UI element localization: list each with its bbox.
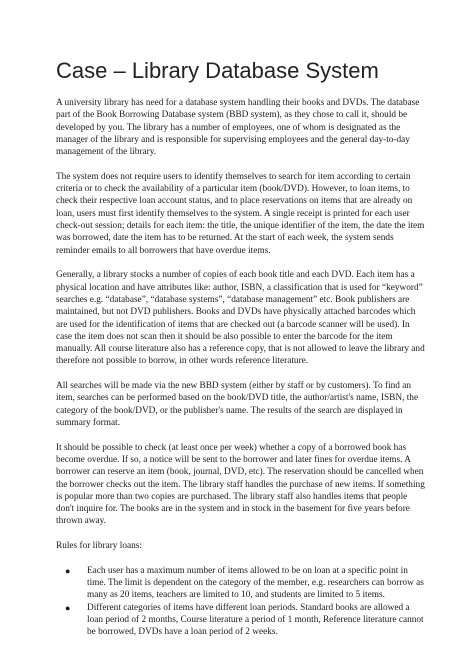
document-body (56, 97, 426, 639)
paragraph-searches: All searches will be made via the new BBD system (either by staff or by customers). To find an item, searches can be performed based on the book/DVD title, the author/artist's name, ISBN, the category of the book/DVD, or the publisher's name. The results of the search are displayed in summary format. (56, 381, 419, 428)
rules-heading: Rules for library loans: (56, 541, 142, 552)
bullet-icon: ● (65, 565, 71, 576)
paragraph-identification: The system does not require users to identify themselves to search for item according to certain criteria or to check the availability of a particular item (book/DVD). However, to loan items, to check their respective loan account status, and to place reservations on items that are already on loan, users must first identify themselves to the system. A single receipt is printed for each user check-out session; details for each item: the title, the unique identifier of the item, the date the item was borrowed, date the item has to be returned. At the start of each week, the system sends reminder emails to all borrowers that have overdue items. (56, 171, 425, 256)
rule-text: Each user has a maximum number of items allowed to be on loan at a specific point in time. The limit is dependent on the category of the member, e.g. researchers can borrow as many as 20 items, teachers are limited to 10, and students are limited to 5 items. (87, 565, 424, 601)
document-title: Case – Library Database System (56, 58, 379, 83)
paragraph-stock: Generally, a library stocks a number of copies of each book title and each DVD. Each item has a physical location and have attributes like: author, ISBN, a classification that is used for “keyword” searches e.g. “database”, “database systems”, “database management” etc. Book publishers are maintained, but not DVD publishers. Books and DVDs have physically attached barcodes which are used for the identification of items that are checked out (a barcode scanner will be used). In case the item does not scan then it should be also possible to enter the barcode for the item manually. All course literature also has a reference copy, that is not allowed to leave the library and therefore not possible to borrow, in other words reference literature. (56, 270, 425, 367)
rule-text: Different categories of items have different loan periods. Standard books are allowed a loan period of 2 months, Course literature a period of 1 month, Reference literature cannot be borrowed, DVDs have a loan period of 2 weeks. (87, 602, 424, 638)
bullet-icon: ● (65, 602, 71, 613)
rules-list (56, 565, 426, 639)
rule-item (65, 565, 426, 602)
paragraph-overdue: It should be possible to check (at least once per week) whether a copy of a borrowed book has become overdue. If so, a notice will be sent to the borrower and later fines for overdue items. A borrower can reserve an item (book, journal, DVD, etc). The reservation should be cancelled when the borrower checks out the item. The library staff handles the purchase of new items. If something is popular more than two copies are purchased. The library staff also handles items that people don't inquire for. The books are in the system and in stock in the basement for five years before thrown away. (56, 442, 425, 527)
paragraph-intro: A university library has need for a database system handling their books and DVDs. The database part of the Book Borrowing Database system (BBD system), as they chose to call it, should be developed by you. The library has a number of employees, one of whom is designated as the manager of the library and is responsible for supervising employees and the general day-to-day management of the library. (56, 98, 420, 158)
rule-item (65, 602, 426, 639)
